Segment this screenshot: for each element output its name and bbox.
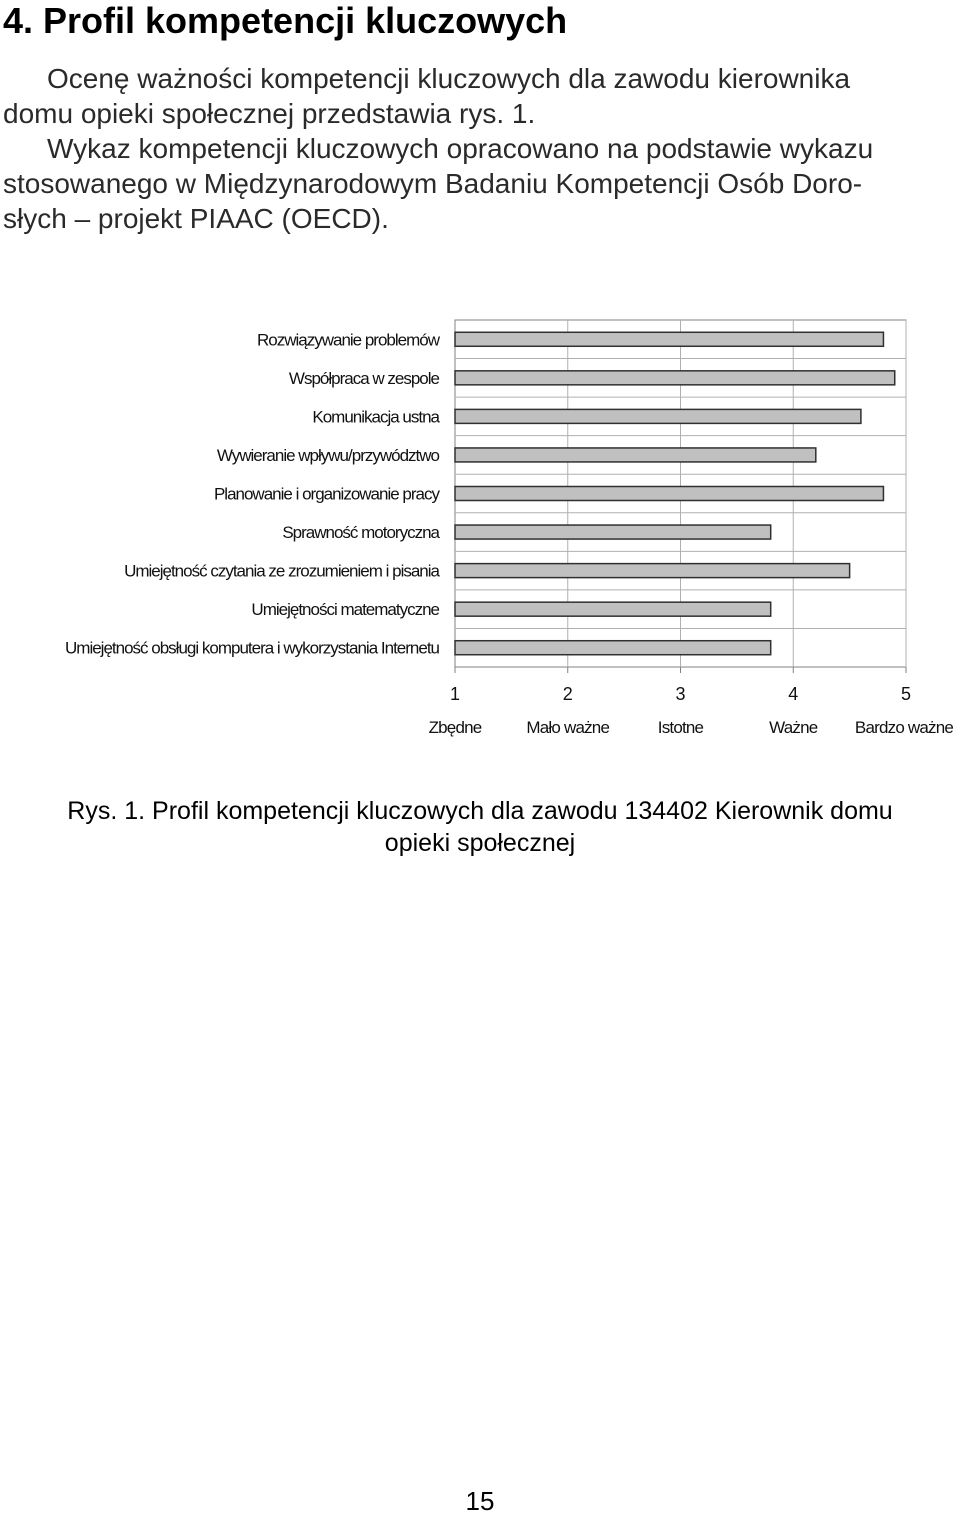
- intro-line-3: Wykaz kompetencji kluczowych opracowano na podstawie wykazu: [47, 133, 874, 164]
- category-label-5: Planowanie i organizowanie pracy: [213, 484, 439, 504]
- x-tick-label-5: Bardzo ważne: [854, 718, 954, 737]
- bar-9: [455, 641, 771, 655]
- bar-3: [455, 409, 861, 423]
- x-tick-number-3: 3: [675, 684, 686, 704]
- competency-bar-chart: [0, 300, 960, 750]
- x-tick-number-2: 2: [562, 684, 573, 704]
- intro-line-1: Ocenę ważności kompetencji kluczowych dla zawodu kierownika: [47, 63, 851, 94]
- section-heading: 4. Profil kompetencji kluczowych: [3, 0, 568, 41]
- category-label-3: Komunikacja ustna: [312, 407, 439, 427]
- bar-2: [455, 371, 895, 385]
- category-label-4: Wywieranie wpływu/przywództwo: [216, 445, 439, 465]
- x-tick-label-3: Istotne: [657, 718, 704, 737]
- category-label-8: Umiejętności matematyczne: [251, 600, 439, 620]
- category-label-1: Rozwiązywanie problemów: [256, 330, 439, 350]
- x-tick-label-4: Ważne: [769, 718, 818, 737]
- intro-line-4: stosowanego w Międzynarodowym Badaniu Kompetencji Osób Doro-: [3, 168, 863, 199]
- figure-caption-line-1: Rys. 1. Profil kompetencji kluczowych dla zawodu 134402 Kierownik domu: [67, 797, 893, 825]
- page-number: 15: [465, 1486, 495, 1516]
- category-label-6: Sprawność motoryczna: [282, 523, 439, 543]
- x-tick-label-1: Zbędne: [428, 718, 482, 737]
- bar-1: [455, 332, 883, 346]
- bar-8: [455, 602, 771, 616]
- intro-line-5: słych – projekt PIAAC (OECD).: [3, 203, 389, 234]
- x-tick-number-4: 4: [788, 684, 799, 704]
- x-tick-number-1: 1: [449, 684, 461, 704]
- category-label-9: Umiejętność obsługi komputera i wykorzystania Internetu: [65, 638, 439, 658]
- x-tick-label-2: Mało ważne: [526, 718, 610, 737]
- intro-line-2: domu opieki społecznej przedstawia rys. 1.: [3, 98, 536, 129]
- figure-caption-line-2: opieki społecznej: [384, 829, 576, 857]
- bar-4: [455, 448, 816, 462]
- x-tick-number-5: 5: [900, 684, 912, 704]
- bar-6: [455, 525, 771, 539]
- category-label-7: Umiejętność czytania ze zrozumieniem i pisania: [124, 561, 439, 581]
- category-label-2: Współpraca w zespole: [288, 368, 439, 388]
- bar-5: [455, 487, 883, 501]
- bar-7: [455, 564, 850, 578]
